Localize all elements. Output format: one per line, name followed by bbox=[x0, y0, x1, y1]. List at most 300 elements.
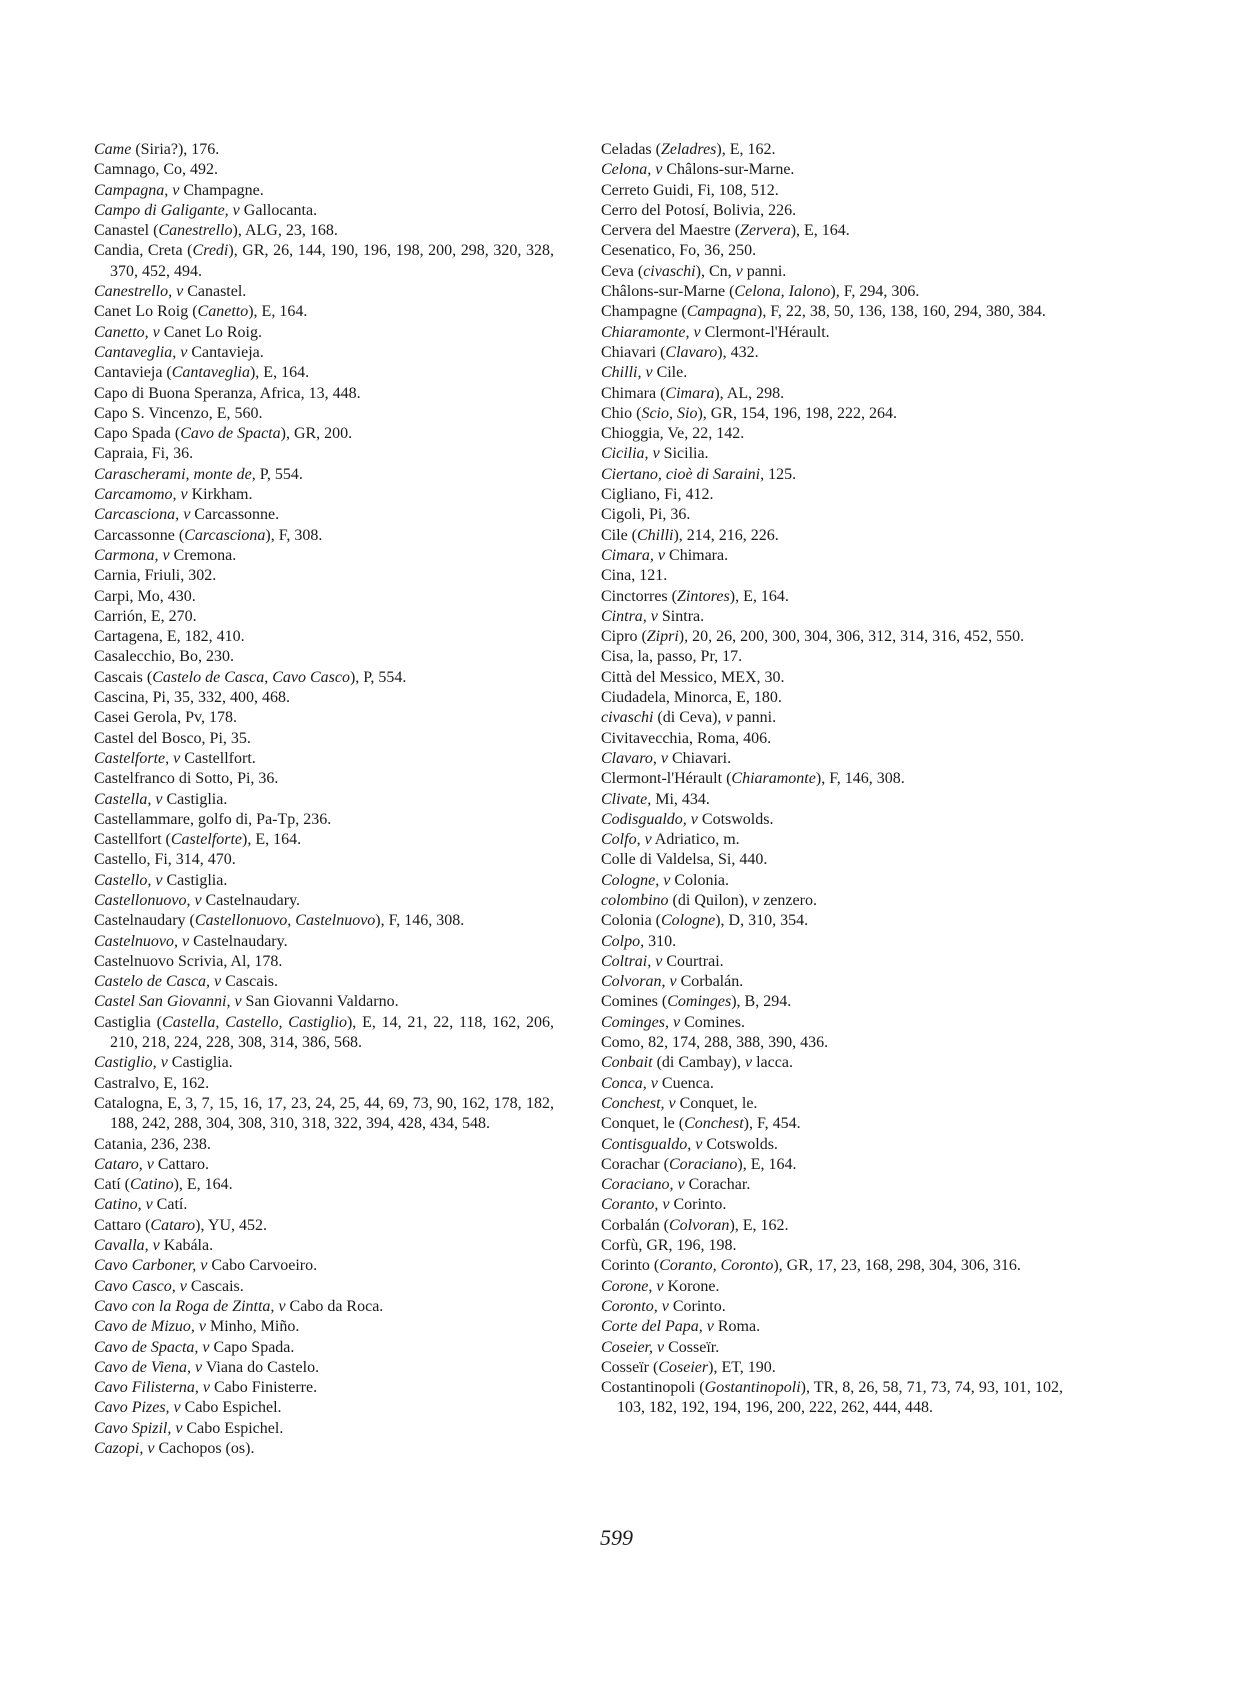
entry-italic-text: Cavo de Spacta bbox=[180, 425, 281, 443]
index-entry bbox=[94, 181, 554, 201]
entry-italic-text: v bbox=[668, 1094, 676, 1112]
entry-text: ), E, 164. bbox=[729, 587, 789, 605]
index-entry bbox=[601, 607, 1063, 627]
entry-text: Candia, Creta ( bbox=[94, 242, 193, 260]
index-entry bbox=[601, 810, 1063, 830]
entry-text: Conquet, le ( bbox=[601, 1115, 685, 1133]
index-entry bbox=[601, 668, 1063, 688]
entry-text: Castelnuovo Scrivia, Al, 178. bbox=[94, 952, 283, 970]
entry-italic-text: colombino bbox=[601, 891, 669, 909]
index-entry bbox=[94, 363, 554, 383]
entry-italic-text: Corte del Papa, bbox=[601, 1318, 703, 1336]
entry-text: Chiavari. bbox=[667, 749, 732, 767]
entry-italic-text: Castella, Castello, Castiglio bbox=[162, 1013, 347, 1031]
entry-text: Cotswolds. bbox=[702, 1135, 778, 1153]
index-entry bbox=[601, 1338, 1063, 1358]
entry-italic-text: Coseier bbox=[658, 1358, 709, 1376]
entry-text: Korone. bbox=[663, 1277, 720, 1295]
entry-text: Châlons-sur-Marne. bbox=[662, 161, 795, 179]
entry-italic-text: Cavo de Spacta, bbox=[94, 1338, 199, 1356]
entry-text: Cascina, Pi, 35, 332, 400, 468. bbox=[94, 689, 290, 707]
entry-text: Canastel ( bbox=[94, 222, 159, 240]
entry-italic-text: v bbox=[656, 1277, 664, 1295]
entry-text: Cosseïr. bbox=[664, 1338, 720, 1356]
entry-italic-text: Cavo Filisterna, bbox=[94, 1379, 199, 1397]
entry-text: Castiglia. bbox=[162, 790, 228, 808]
entry-text: Cabo Espichel. bbox=[182, 1419, 284, 1437]
index-entry bbox=[601, 384, 1063, 404]
entry-text: ), GR, 26, 144, 190, 196, 198, 200, 298, 320, 328, 370, 452, 494. bbox=[110, 242, 554, 280]
entry-italic-text: Clavaro bbox=[665, 343, 718, 361]
index-column-right bbox=[601, 140, 1063, 1419]
entry-italic-text: Colvoran, bbox=[601, 973, 666, 991]
entry-italic-text: v bbox=[175, 1419, 183, 1437]
entry-text: Viana do Castelo. bbox=[202, 1358, 320, 1376]
entry-text: Corfù, GR, 196, 198. bbox=[601, 1237, 737, 1255]
entry-text: Cerro del Potosí, Bolivia, 226. bbox=[601, 201, 797, 219]
entry-text: Castelnaudary. bbox=[189, 932, 288, 950]
entry-text: Castellammare, golfo di, Pa-Tp, 236. bbox=[94, 810, 332, 828]
index-entry bbox=[94, 790, 554, 810]
entry-italic-text: Canestrello, bbox=[94, 283, 173, 301]
index-entry bbox=[601, 465, 1063, 485]
index-entry bbox=[601, 1378, 1063, 1419]
entry-text: Canet Lo Roig. bbox=[159, 323, 262, 341]
index-entry bbox=[94, 221, 554, 241]
entry-text: Chioggia, Ve, 22, 142. bbox=[601, 425, 745, 443]
entry-text: ), GR, 154, 196, 198, 222, 264. bbox=[697, 404, 898, 422]
entry-italic-text: v bbox=[657, 546, 666, 564]
entry-text: Corachar. bbox=[684, 1176, 751, 1194]
entry-italic-text: Canetto, bbox=[94, 323, 149, 341]
index-entry bbox=[601, 688, 1063, 708]
index-entry bbox=[601, 871, 1063, 891]
entry-italic-text: v bbox=[650, 607, 658, 625]
index-entry bbox=[601, 262, 1063, 282]
entry-italic-text: v bbox=[662, 1196, 670, 1214]
entry-italic-text: Celona, Ialono bbox=[734, 283, 831, 301]
index-entry bbox=[601, 627, 1063, 647]
entry-italic-text: Colvoran bbox=[668, 1216, 730, 1234]
entry-italic-text: Campagna, bbox=[94, 181, 169, 199]
entry-italic-text: Credi bbox=[192, 242, 229, 260]
entry-text: Catí. bbox=[152, 1196, 188, 1214]
entry-italic-text: civaschi bbox=[643, 262, 696, 280]
index-entry bbox=[601, 1216, 1063, 1236]
index-column-left bbox=[94, 140, 554, 1459]
entry-italic-text: Canestrello bbox=[158, 222, 233, 240]
index-entry bbox=[94, 729, 554, 749]
entry-text: (di Ceva), bbox=[653, 709, 726, 727]
entry-italic-text: Carcamomo, bbox=[94, 486, 177, 504]
index-entry bbox=[94, 1317, 554, 1337]
index-entry bbox=[601, 1175, 1063, 1195]
entry-text: panni. bbox=[732, 709, 777, 727]
entry-text: Capraia, Fi, 36. bbox=[94, 445, 194, 463]
index-entry bbox=[94, 302, 554, 322]
entry-text: Ciudadela, Minorca, E, 180. bbox=[601, 689, 782, 707]
entry-text: Cinctorres ( bbox=[601, 587, 677, 605]
entry-italic-text: Coranto, Coronto bbox=[659, 1257, 774, 1275]
entry-text: zenzero. bbox=[759, 891, 817, 909]
entry-text: (di Quilon), bbox=[668, 891, 753, 909]
entry-text: Corinto. bbox=[669, 1196, 727, 1214]
index-entry bbox=[94, 1236, 554, 1256]
index-entry bbox=[94, 1053, 554, 1073]
entry-italic-text: v bbox=[706, 1318, 714, 1336]
entry-text: ), F, 308. bbox=[265, 526, 323, 544]
index-entry bbox=[94, 1195, 554, 1215]
entry-text: ), E, 164. bbox=[173, 1176, 233, 1194]
entry-text: ), GR, 200. bbox=[280, 425, 353, 443]
index-entry bbox=[601, 830, 1063, 850]
entry-text: Chiavari ( bbox=[601, 343, 666, 361]
entry-italic-text: Clavaro, bbox=[601, 749, 657, 767]
index-entry bbox=[94, 871, 554, 891]
index-entry bbox=[94, 1013, 554, 1054]
index-entry bbox=[94, 607, 554, 627]
entry-italic-text: v bbox=[695, 1135, 703, 1153]
index-entry bbox=[601, 1094, 1063, 1114]
entry-italic-text: Chilli bbox=[637, 526, 674, 544]
entry-italic-text: v bbox=[645, 364, 653, 382]
entry-text: panni. bbox=[742, 262, 787, 280]
entry-italic-text: v bbox=[155, 871, 163, 889]
entry-italic-text: v bbox=[173, 749, 181, 767]
index-entry bbox=[601, 424, 1063, 444]
entry-text: Castel del Bosco, Pi, 35. bbox=[94, 729, 251, 747]
entry-italic-text: v bbox=[644, 831, 652, 849]
entry-text: Castralvo, E, 162. bbox=[94, 1074, 210, 1092]
index-entry bbox=[94, 1338, 554, 1358]
entry-text: Cerreto Guidi, Fi, 108, 512. bbox=[601, 181, 779, 199]
entry-text: Catí ( bbox=[94, 1176, 130, 1194]
entry-italic-text: Catino bbox=[130, 1176, 174, 1194]
entry-text: Carcassonne. bbox=[190, 506, 280, 524]
entry-italic-text: Castiglio, bbox=[94, 1054, 157, 1072]
index-entry bbox=[94, 241, 554, 282]
entry-text: ), E, 14, 21, 22, 118, 162, 206, 210, 218, 224, 228, 308, 314, 386, 568. bbox=[110, 1013, 554, 1052]
index-entry bbox=[94, 1175, 554, 1195]
entry-italic-text: Coseier, bbox=[601, 1338, 653, 1356]
entry-italic-text: Coronto, bbox=[601, 1297, 658, 1315]
index-entry bbox=[601, 1256, 1063, 1276]
entry-text: Champagne ( bbox=[601, 303, 687, 321]
entry-text: Cile. bbox=[652, 364, 688, 382]
entry-text: Sintra. bbox=[657, 607, 705, 625]
entry-italic-text: Cavalla, bbox=[94, 1237, 149, 1255]
entry-text: ), E, 164. bbox=[737, 1155, 797, 1173]
entry-italic-text: v bbox=[214, 973, 222, 991]
entry-italic-text: Castelforte, bbox=[94, 749, 170, 767]
entry-italic-text: Cimara bbox=[665, 384, 715, 402]
entry-text: Colle di Valdelsa, Si, 440. bbox=[601, 851, 768, 869]
entry-text: Cascais. bbox=[221, 973, 278, 991]
entry-italic-text: v bbox=[200, 1257, 208, 1275]
entry-text: ), Cn, bbox=[695, 262, 736, 280]
entry-text: 125. bbox=[764, 465, 797, 483]
index-entry bbox=[94, 749, 554, 769]
entry-italic-text: Cologne, bbox=[601, 871, 660, 889]
entry-italic-text: Conchest bbox=[684, 1115, 744, 1133]
index-entry bbox=[601, 1033, 1063, 1053]
entry-italic-text: v bbox=[194, 891, 202, 909]
entry-text: Casei Gerola, Pv, 178. bbox=[94, 709, 237, 727]
entry-italic-text: v bbox=[202, 1338, 210, 1356]
entry-italic-text: Contisgualdo, bbox=[601, 1135, 692, 1153]
entry-text: ), ALG, 23, 168. bbox=[232, 222, 338, 240]
index-entry bbox=[601, 140, 1063, 160]
entry-italic-text: v bbox=[655, 161, 663, 179]
page-number: 599 bbox=[600, 1525, 633, 1550]
entry-text: Castelnaudary ( bbox=[94, 912, 195, 930]
entry-italic-text: Cominges bbox=[667, 993, 732, 1011]
index-entry bbox=[601, 1074, 1063, 1094]
entry-text: Castellfort ( bbox=[94, 831, 171, 849]
index-entry bbox=[601, 911, 1063, 931]
entry-italic-text: v bbox=[677, 1176, 685, 1194]
entry-italic-text: Castelo de Casca, bbox=[94, 973, 210, 991]
index-entry bbox=[601, 952, 1063, 972]
index-entry bbox=[601, 566, 1063, 586]
index-entry bbox=[94, 1358, 554, 1378]
entry-text: Clermont-l'Hérault. bbox=[700, 323, 830, 341]
entry-italic-text: Cavo Pizes, bbox=[94, 1399, 170, 1417]
entry-italic-text: Conbait bbox=[601, 1054, 653, 1072]
entry-italic-text: Coraciano bbox=[668, 1155, 738, 1173]
entry-text: ), TR, 8, 26, 58, 71, 73, 74, 93, 101, 102, 103, 182, 192, 194, 196, 200, 222, 262, 444, 448. bbox=[617, 1379, 1063, 1417]
entry-italic-text: v bbox=[234, 993, 242, 1011]
entry-text: lacca. bbox=[752, 1054, 793, 1072]
index-entry bbox=[94, 992, 554, 1012]
entry-text: Chimara ( bbox=[601, 384, 666, 402]
entry-italic-text: Castella, bbox=[94, 790, 152, 808]
index-entry bbox=[601, 201, 1063, 221]
index-entry bbox=[94, 708, 554, 728]
index-entry bbox=[94, 911, 554, 931]
index-entry bbox=[94, 647, 554, 667]
index-entry bbox=[601, 302, 1063, 322]
entry-text: Cesenatico, Fo, 36, 250. bbox=[601, 242, 757, 260]
entry-text: Cile ( bbox=[601, 526, 637, 544]
entry-text: Castiglia ( bbox=[94, 1013, 163, 1031]
index-entry bbox=[94, 201, 554, 221]
entry-text: Carcassonne ( bbox=[94, 526, 185, 544]
index-entry bbox=[601, 241, 1063, 261]
entry-text: ), D, 310, 354. bbox=[715, 912, 809, 930]
index-entry bbox=[94, 384, 554, 404]
index-entry bbox=[601, 221, 1063, 241]
entry-text: Corinto ( bbox=[601, 1257, 660, 1275]
entry-italic-text: v bbox=[179, 1277, 187, 1295]
entry-text: Capo di Buona Speranza, Africa, 13, 448. bbox=[94, 384, 361, 402]
entry-text: Carrión, E, 270. bbox=[94, 607, 197, 625]
entry-text: 310. bbox=[644, 932, 677, 950]
entry-italic-text: v bbox=[655, 952, 663, 970]
entry-text: Kirkham. bbox=[187, 486, 253, 504]
entry-italic-text: Campagna bbox=[686, 303, 757, 321]
entry-italic-text: Cominges, bbox=[601, 1013, 669, 1031]
index-entry bbox=[601, 485, 1063, 505]
entry-text: Gallocanta. bbox=[239, 201, 318, 219]
index-entry bbox=[601, 972, 1063, 992]
entry-italic-text: Cavo Carboner, bbox=[94, 1257, 197, 1275]
index-entry bbox=[94, 972, 554, 992]
entry-text: San Giovanni Valdarno. bbox=[241, 993, 399, 1011]
entry-text: Colonia ( bbox=[601, 912, 661, 930]
entry-italic-text: Castellonuovo, Castelnuovo bbox=[194, 912, 376, 930]
index-entry bbox=[601, 282, 1063, 302]
index-entry bbox=[94, 587, 554, 607]
entry-text: Castelnaudary. bbox=[201, 891, 301, 909]
entry-text: Canet Lo Roig ( bbox=[94, 303, 198, 321]
entry-text: ), E, 162. bbox=[729, 1216, 789, 1234]
index-entry bbox=[94, 1155, 554, 1175]
entry-italic-text: v bbox=[180, 486, 188, 504]
index-entry bbox=[601, 343, 1063, 363]
entry-italic-text: Cologne bbox=[661, 912, 716, 930]
entry-text: Cabo da Roca. bbox=[285, 1297, 384, 1315]
entry-text: Cantavieja. bbox=[187, 343, 264, 361]
index-entry bbox=[601, 992, 1063, 1012]
entry-italic-text: Zintores bbox=[676, 587, 730, 605]
entry-italic-text: Came bbox=[94, 141, 132, 158]
index-entry bbox=[94, 688, 554, 708]
entry-text: Mi, 434. bbox=[651, 790, 710, 808]
entry-text: ), E, 164. bbox=[249, 364, 310, 382]
entry-italic-text: Castelforte bbox=[170, 831, 242, 849]
entry-italic-text: v bbox=[652, 445, 660, 463]
index-entry bbox=[94, 932, 554, 952]
entry-italic-text: v bbox=[176, 283, 184, 301]
entry-text: ), E, 164. bbox=[248, 303, 308, 321]
entry-text: Cachopos (os). bbox=[154, 1440, 255, 1457]
entry-text: Cigliano, Fi, 412. bbox=[601, 486, 714, 504]
entry-italic-text: v bbox=[147, 1440, 155, 1457]
entry-italic-text: Clivate, bbox=[601, 790, 652, 808]
entry-text: Castelfranco di Sotto, Pi, 36. bbox=[94, 770, 279, 788]
entry-text: Cascais. bbox=[186, 1277, 244, 1295]
index-entry bbox=[94, 1256, 554, 1276]
entry-italic-text: Ciertano, cioè di Saraini, bbox=[601, 465, 765, 483]
entry-italic-text: v bbox=[180, 343, 188, 361]
entry-italic-text: v bbox=[152, 1237, 160, 1255]
entry-italic-text: Colpo, bbox=[601, 932, 645, 950]
entry-text: Catania, 236, 238. bbox=[94, 1135, 211, 1153]
entry-italic-text: v bbox=[182, 932, 190, 950]
entry-italic-text: Cavo con la Roga de Zintta, bbox=[94, 1297, 275, 1315]
entry-italic-text: Cavo Casco, bbox=[94, 1277, 176, 1295]
entry-italic-text: v bbox=[669, 973, 677, 991]
index-entry bbox=[94, 850, 554, 870]
index-entry bbox=[94, 465, 554, 485]
entry-italic-text: Scio, Sio bbox=[641, 404, 698, 422]
entry-text: Corachar ( bbox=[601, 1155, 669, 1173]
index-entry bbox=[94, 1439, 554, 1459]
entry-text: ), 432. bbox=[717, 343, 759, 361]
entry-text: Corbalán ( bbox=[601, 1216, 669, 1234]
entry-italic-text: Zipri bbox=[646, 628, 679, 646]
entry-text: Cattaro ( bbox=[94, 1216, 151, 1234]
entry-text: Ceva ( bbox=[601, 262, 644, 280]
index-entry bbox=[601, 1317, 1063, 1337]
index-entry bbox=[94, 546, 554, 566]
entry-italic-text: v bbox=[183, 506, 191, 524]
entry-text: ), ET, 190. bbox=[708, 1358, 776, 1376]
entry-text: ), P, 554. bbox=[349, 668, 407, 686]
index-entry bbox=[601, 1053, 1063, 1073]
entry-italic-text: Cantaveglia bbox=[171, 364, 250, 382]
index-entry bbox=[601, 647, 1063, 667]
entry-italic-text: Coranto, bbox=[601, 1196, 659, 1214]
entry-italic-text: v bbox=[663, 871, 671, 889]
index-entry bbox=[94, 1094, 554, 1135]
entry-italic-text: v bbox=[173, 1399, 181, 1417]
entry-italic-text: Conca, bbox=[601, 1074, 647, 1092]
index-entry bbox=[94, 1419, 554, 1439]
entry-text: Kabála. bbox=[159, 1237, 214, 1255]
index-entry bbox=[601, 323, 1063, 343]
index-entry bbox=[94, 505, 554, 525]
entry-text: Comines ( bbox=[601, 993, 668, 1011]
entry-italic-text: Coraciano, bbox=[601, 1176, 674, 1194]
index-entry bbox=[601, 181, 1063, 201]
entry-italic-text: v bbox=[735, 262, 743, 280]
entry-italic-text: v bbox=[146, 1155, 154, 1173]
entry-text: ), YU, 452. bbox=[195, 1216, 268, 1234]
entry-text: Comines. bbox=[680, 1013, 745, 1031]
index-entry bbox=[94, 485, 554, 505]
entry-text: Corbalán. bbox=[676, 973, 744, 991]
index-entry bbox=[601, 1236, 1063, 1256]
entry-text: Capo Spada ( bbox=[94, 425, 181, 443]
index-entry bbox=[94, 668, 554, 688]
entry-italic-text: Celona, bbox=[601, 161, 652, 179]
entry-italic-text: v bbox=[155, 790, 163, 808]
index-entry bbox=[601, 1135, 1063, 1155]
entry-text: Castiglia. bbox=[167, 1054, 233, 1072]
index-entry bbox=[601, 587, 1063, 607]
entry-text: Carpi, Mo, 430. bbox=[94, 587, 196, 605]
index-entry bbox=[94, 1216, 554, 1236]
entry-text: Chimara. bbox=[665, 546, 729, 564]
index-entry bbox=[94, 952, 554, 972]
entry-text: ), E, 162. bbox=[716, 141, 776, 158]
entry-text: Champagne. bbox=[179, 181, 264, 199]
entry-text: Castello, Fi, 314, 470. bbox=[94, 851, 236, 869]
entry-italic-text: Carascherami, monte de, bbox=[94, 465, 256, 483]
index-entry bbox=[601, 505, 1063, 525]
index-entry bbox=[601, 1114, 1063, 1134]
entry-text: Chio ( bbox=[601, 404, 642, 422]
entry-italic-text: Cavo Spizil, bbox=[94, 1419, 172, 1437]
entry-text: Courtrai. bbox=[662, 952, 724, 970]
index-entry bbox=[94, 891, 554, 911]
index-entry bbox=[601, 444, 1063, 464]
entry-italic-text: v bbox=[162, 546, 170, 564]
index-entry bbox=[601, 749, 1063, 769]
entry-text: Cigoli, Pi, 36. bbox=[601, 506, 691, 524]
entry-text: Cuenca. bbox=[657, 1074, 714, 1092]
entry-text: ), E, 164. bbox=[241, 831, 302, 849]
entry-text: Capo S. Vincenzo, E, 560. bbox=[94, 404, 263, 422]
entry-text: Cervera del Maestre ( bbox=[601, 222, 741, 240]
index-entry bbox=[94, 1135, 554, 1155]
entry-text: Castellfort. bbox=[180, 749, 256, 767]
index-entry bbox=[94, 769, 554, 789]
entry-italic-text: Colfo, bbox=[601, 831, 641, 849]
entry-italic-text: Chilli, bbox=[601, 364, 642, 382]
